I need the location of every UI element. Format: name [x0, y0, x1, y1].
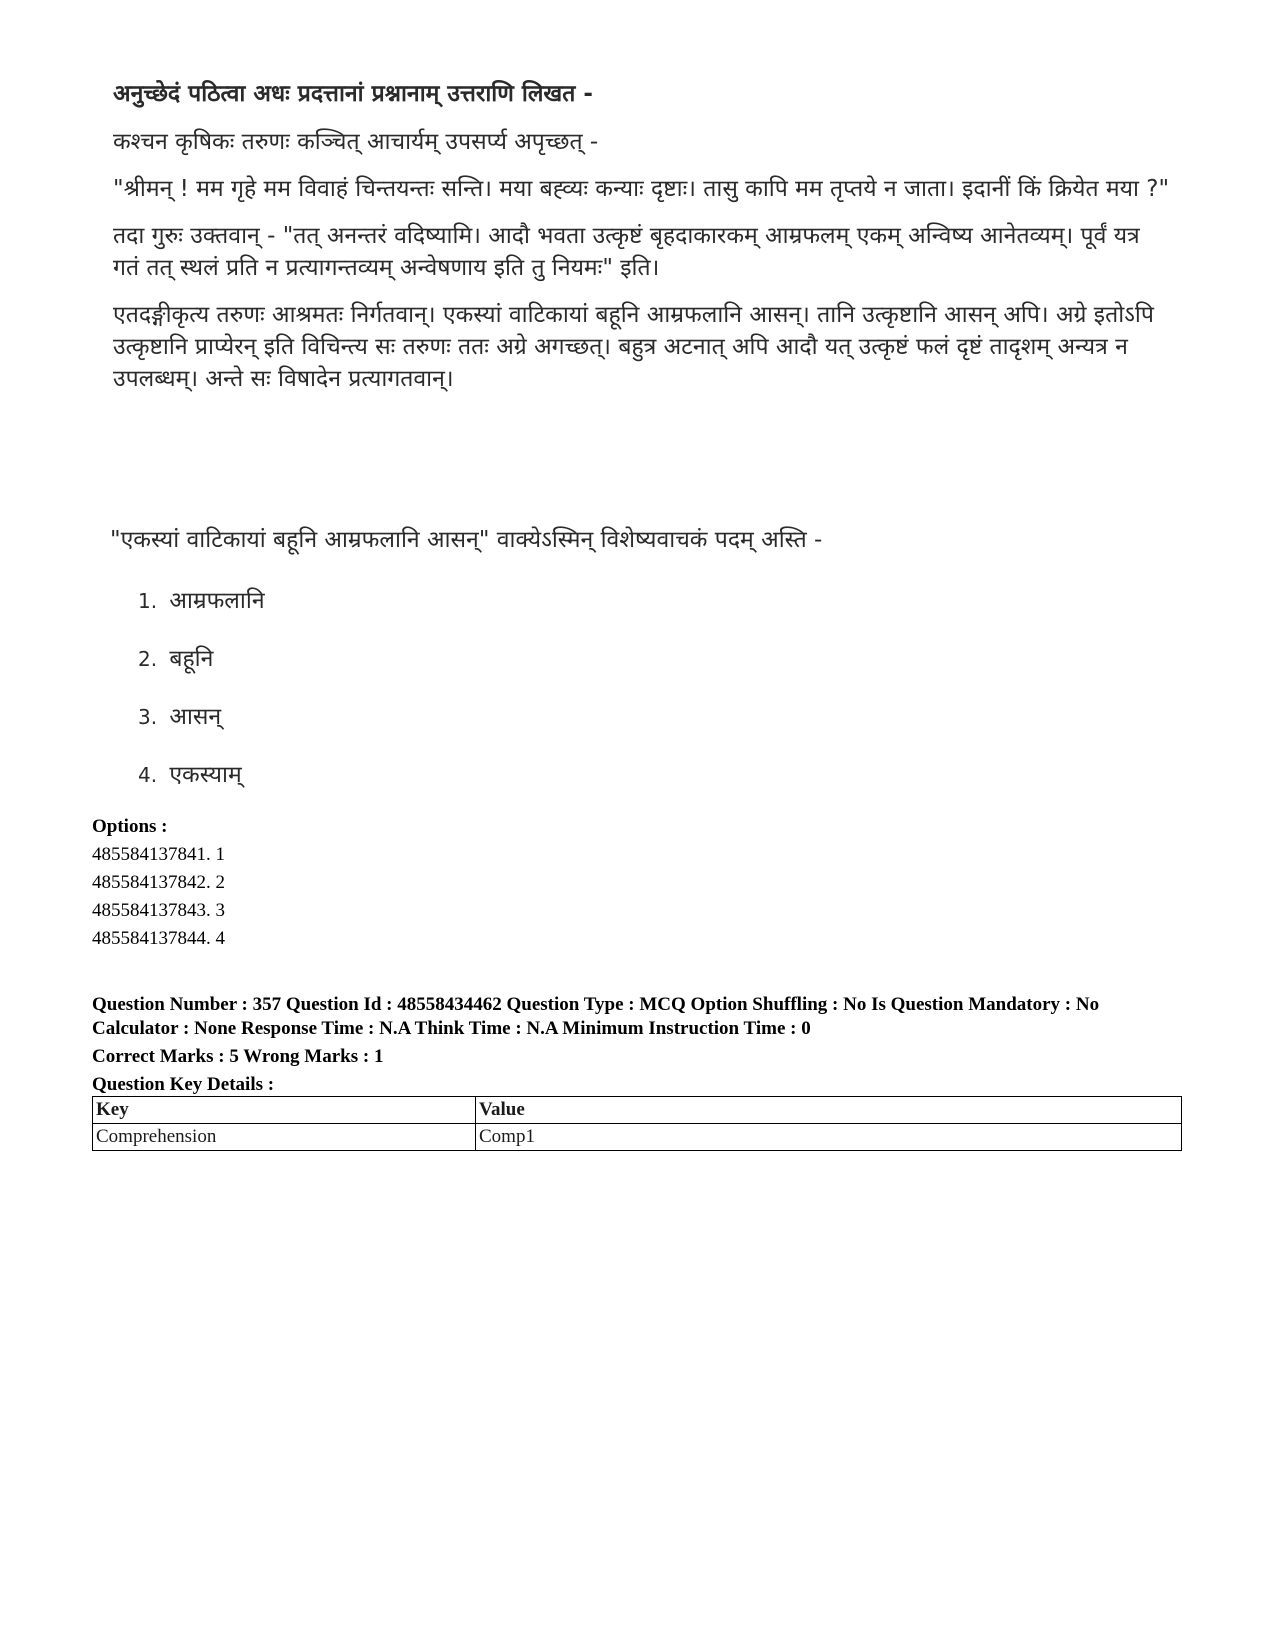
passage-paragraph-1: कश्चन कृषिकः तरुणः कञ्चित् आचार्यम् उपसर्प्य अपृच्छत् -	[113, 129, 599, 155]
question-stem: "एकस्यां वाटिकायां बहूनि आम्रफलानि आसन्" वाक्येऽस्मिन् विशेष्यवाचकं पदम् अस्ति -	[110, 527, 823, 553]
options-block	[92, 813, 225, 953]
table-cell-key: Comprehension	[93, 1124, 476, 1151]
table-header-row	[93, 1097, 1182, 1124]
options-label: Options :	[92, 816, 168, 837]
key-details-label: Question Key Details :	[92, 1074, 275, 1095]
table-header-key: Key	[93, 1097, 476, 1124]
choice-text: एकस्याम्	[169, 762, 242, 788]
option-id-line: 485584137844. 4	[92, 928, 225, 949]
question-info-block	[92, 993, 1182, 1101]
question-metadata: Question Number : 357 Question Id : 48558434462 Question Type : MCQ Option Shuffling : No Is Question Mandatory : No Calculator : None Response Time : N.A Think Time : N.A Minimum Instruction Time : 0	[92, 994, 1100, 1039]
choice-number: 4.	[138, 763, 158, 787]
choice-number: 3.	[138, 705, 158, 729]
choice-text: बहूनि	[169, 646, 214, 672]
comprehension-passage	[113, 78, 1173, 410]
table-row	[93, 1124, 1182, 1151]
choice-text: आसन्	[169, 704, 222, 730]
choice-number: 1.	[138, 589, 158, 613]
choice-item	[138, 701, 265, 759]
passage-paragraph-2: "श्रीमन् ! मम गृहे मम विवाहं चिन्तयन्तः सन्ति। मया बह्व्यः कन्याः दृष्टाः। तासु कापि मम तृप्तये न जाता। इदानीं किं क्रियेत मया ?"	[113, 176, 1170, 202]
marks-line: Correct Marks : 5 Wrong Marks : 1	[92, 1046, 384, 1067]
question-key-table	[92, 1096, 1182, 1151]
table-header-value: Value	[476, 1097, 1182, 1124]
choice-item	[138, 759, 265, 817]
choice-number: 2.	[138, 647, 158, 671]
choice-item	[138, 643, 265, 701]
table-cell-value: Comp1	[476, 1124, 1182, 1151]
passage-heading: अनुच्छेदं पठित्वा अधः प्रदत्तानां प्रश्नानाम् उत्तराणि लिखत -	[113, 81, 593, 107]
passage-paragraph-4: एतदङ्गीकृत्य तरुणः आश्रमतः निर्गतवान्। एकस्यां वाटिकायां बहूनि आम्रफलानि आसन्। तानि उत्कृष्टानि आसन् अपि। अग्रे इतोऽपि उत्कृष्टानि प्राप्येरन् इति विचिन्त्य सः तरुणः ततः अग्रे अगच्छत्। बहुत्र अटनात् अपि आदौ यत् उत्कृष्टं फलं दृष्टं तादृशम् अन्यत्र न उपलब्धम्। अन्ते सः विषादेन प्रत्यागतवान्।	[113, 302, 1154, 392]
passage-paragraph-3: तदा गुरुः उक्तवान् - "तत् अनन्तरं वदिष्यामि। आदौ भवता उत्कृष्टं बृहदाकारकम् आम्रफलम् एकम् अन्विष्य आनेतव्यम्। पूर्वं यत्र गतं तत् स्थलं प्रति न प्रत्यागन्तव्यम् अन्वेषणाय इति तु नियमः" इति।	[113, 223, 1140, 281]
option-id-line: 485584137843. 3	[92, 900, 225, 921]
choice-text: आम्रफलानि	[169, 588, 265, 614]
option-id-line: 485584137842. 2	[92, 872, 225, 893]
choice-list	[138, 585, 265, 817]
choice-item	[138, 585, 265, 643]
option-id-line: 485584137841. 1	[92, 844, 225, 865]
